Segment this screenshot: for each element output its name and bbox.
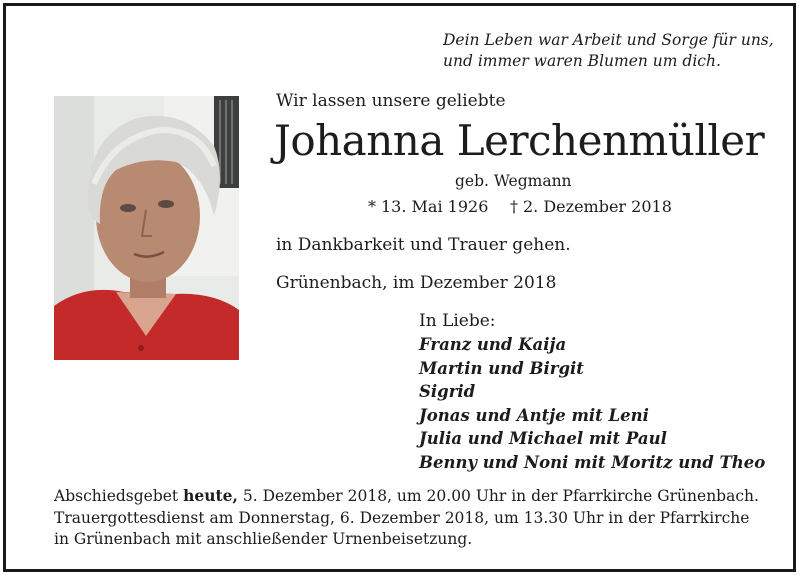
in-love-label: In Liebe: <box>419 311 496 331</box>
portrait-photo <box>54 96 239 360</box>
place-date: Grünenbach, im Dezember 2018 <box>276 273 557 293</box>
epigraph-poem <box>443 30 774 72</box>
mourner-line: Julia und Michael mit Paul <box>419 429 667 448</box>
mourner-line: Jonas und Antje mit Leni <box>419 405 649 425</box>
mourners-list <box>419 333 765 474</box>
mourner-line: Benny und Noni mit Moritz und Theo <box>419 452 766 472</box>
life-dates <box>368 197 672 216</box>
notice-line-3: in Grünenbach mit anschließender Urnenbeisetzung. <box>54 530 473 548</box>
notice-line-2: Trauergottesdienst am Donnerstag, 6. Dezember 2018, um 13.30 Uhr in der Pfarrkirche <box>54 508 750 527</box>
notice-line-1 <box>54 485 759 508</box>
birth-star-icon: * <box>368 197 376 216</box>
service-notice <box>54 485 759 551</box>
mourner-line: Martin und Birgit <box>419 358 584 378</box>
mourner-line: Franz und Kaija <box>419 335 567 354</box>
poem-line-2: und immer waren Blumen um dich. <box>443 52 721 70</box>
death-date <box>510 197 672 216</box>
death-date-text: 2. Dezember 2018 <box>523 197 672 216</box>
maiden-name: geb. Wegmann <box>455 172 572 190</box>
mourner-line: Sigrid <box>419 382 476 401</box>
intro-line: Wir lassen unsere geliebte <box>276 91 506 111</box>
birth-date <box>368 197 488 216</box>
death-cross-icon: † <box>510 197 518 216</box>
birth-date-text: 13. Mai 1926 <box>381 197 489 216</box>
notice-prefix: Abschiedsgebet <box>54 487 184 505</box>
deceased-name: Johanna Lerchenmüller <box>274 116 765 165</box>
grief-line: in Dankbarkeit und Trauer gehen. <box>276 235 571 255</box>
notice-today: heute, <box>183 486 238 505</box>
poem-line-1: Dein Leben war Arbeit und Sorge für uns, <box>443 31 774 49</box>
notice-suffix: 5. Dezember 2018, um 20.00 Uhr in der Pfarrkirche Grünenbach. <box>237 487 759 505</box>
